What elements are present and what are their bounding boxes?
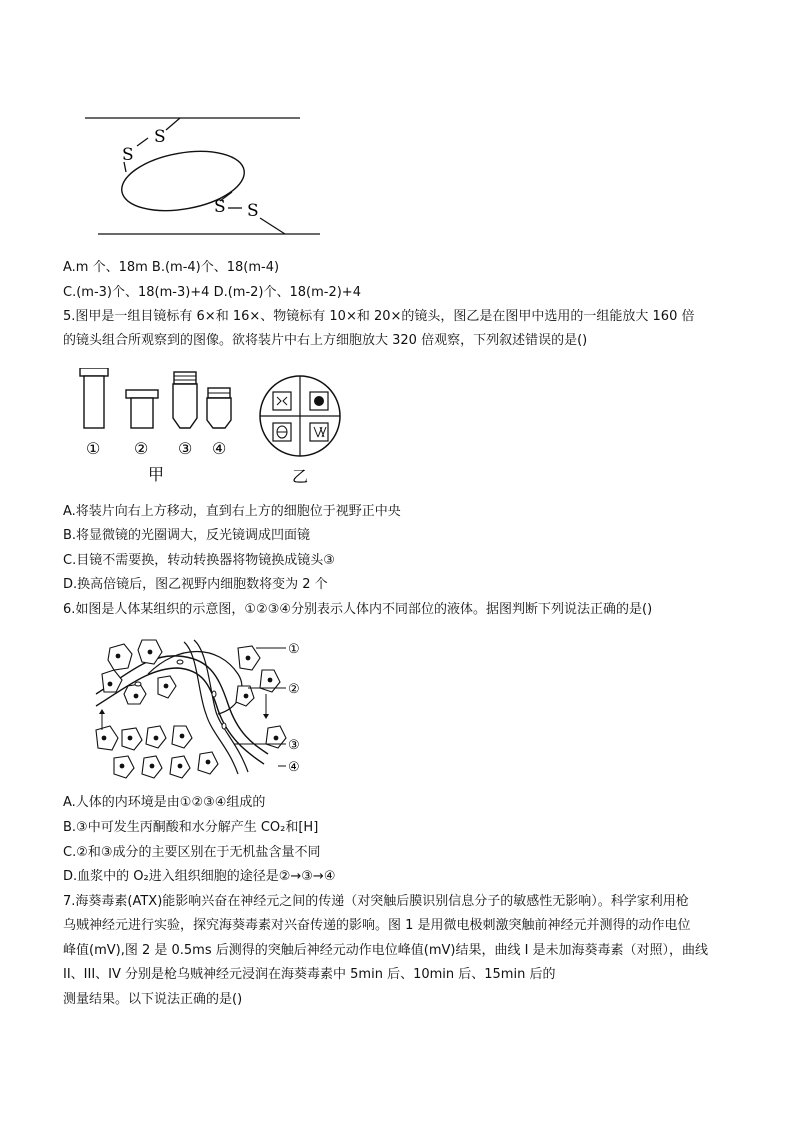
s-label-top-left: S [122,145,134,165]
q5-option-b: B.将显微镜的光圈调大，反光镜调成凹面镜 [63,528,311,543]
lens-label-1: ① [86,439,101,458]
q7-stem-line-5: 测量结果。以下说法正确的是() [63,992,243,1007]
q7-stem-line-4: II、III、IV 分别是枪乌贼神经元浸润在海葵毒素中 5min 后、10min 后、15min 后的 [63,967,556,982]
q5-option-a: A.将装片向右上方移动，直到右上方的细胞位于视野正中央 [63,504,401,519]
q6-option-a: A.人体的内环境是由①②③④组成的 [63,795,266,810]
q5-stem-line-1: 5.图甲是一组目镜标有 6×和 16×、物镜标有 10×和 20×的镜头，图乙是在图甲中选用的一组能放大 160 倍 [63,309,695,324]
tissue-diagram [88,634,320,784]
lens-label-3: ③ [178,439,193,458]
q5-stem-line-2: 的镜头组合所观察到的图像。欲将装片中右上方细胞放大 320 倍观察，下列叙述错误的是() [63,333,588,348]
lens-label-4: ④ [212,439,227,458]
tissue-label-2: ② [288,682,300,697]
caption-jia: 甲 [148,465,165,484]
s-label-bottom-left: S [214,197,226,217]
microscope-lens-figure [70,368,350,490]
disulfide-bond-figure [80,108,340,238]
q5-option-d: D.换高倍镜后，图乙视野内细胞数将变为 2 个 [63,577,328,592]
q5-option-c: C.目镜不需要换，转动转换器将物镜换成镜头③ [63,553,335,568]
tissue-label-4: ④ [288,760,300,775]
q7-stem-line-3: 峰值(mV),图 2 是 0.5ms 后测得的突触后神经元动作电位峰值(mV)结果，曲线 I 是未加海葵毒素（对照），曲线 [63,943,709,958]
lens-label-2: ② [134,439,149,458]
q7-stem-line-1: 7.海葵毒素(ATX)能影响兴奋在神经元之间的传递（对突触后膜识别信息分子的敏感性无影响）。科学家利用枪 [63,894,689,909]
s-label-top-right: S [154,127,166,147]
q6-option-b: B.③中可发生丙酮酸和水分解产生 CO₂和[H] [63,820,319,835]
q6-option-c: C.②和③成分的主要区别在于无机盐含量不同 [63,845,321,860]
q7-stem-line-2: 乌贼神经元进行实验，探究海葵毒素对兴奋传递的影响。图 1 是用微电极刺激突触前神经元并测得的动作电位 [63,918,691,933]
tissue-label-3: ③ [288,738,300,753]
tissue-label-1: ① [288,642,300,657]
q6-option-d: D.血浆中的 O₂进入组织细胞的途径是②→③→④ [63,869,336,884]
q6-stem: 6.如图是人体某组织的示意图，①②③④分别表示人体内不同部位的液体。据图判断下列说法正确的是() [63,602,653,617]
caption-yi: 乙 [292,467,309,486]
s-label-bottom-right: S [247,201,259,221]
q4-option-ab: A.m 个、18m B.(m-4)个、18(m-4) [63,260,280,275]
q4-option-cd: C.(m-3)个、18(m-3)+4 D.(m-2)个、18(m-2)+4 [63,285,361,300]
